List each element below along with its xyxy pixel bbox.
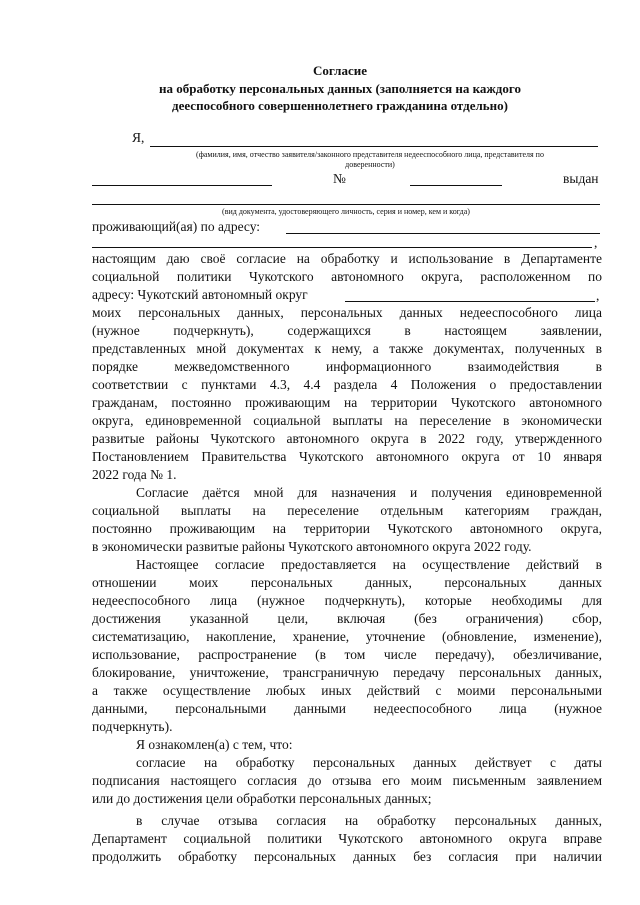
body-line-20: недееспособного лица (нужное подчеркнуть), которые необходимы для: [92, 593, 602, 608]
body-line-19: отношении моих персональных данных, персональных данных: [92, 575, 602, 590]
body-line-24: блокирование, уничтожение, трансграничную передачу персональных данных,: [92, 665, 602, 680]
body-line-22: систематизацию, накопление, хранение, уточнение (обновление, изменение),: [92, 629, 602, 644]
body-line-2: социальной политики Чукотского автономного округа, расположенном по: [92, 269, 602, 284]
doc-caption: (вид документа, удостоверяющего личность, серия и номер, кем и когда): [222, 207, 470, 216]
address-comma: ,: [594, 235, 598, 250]
body-line-10: округа, единовременной социальной выплаты на переселение в экономически: [92, 413, 602, 428]
body-line-31: или до достижения цели обработки персональных данных;: [92, 791, 432, 806]
body-line-1: настоящим даю своё согласие на обработку и использование в Департаменте: [92, 251, 602, 266]
address-field-2[interactable]: [92, 247, 592, 248]
body-line-29: согласие на обработку персональных данных действует с даты: [136, 755, 602, 770]
body-line-33: Департамент социальной политики Чукотского автономного округа вправе: [92, 831, 602, 846]
doc-issued-field[interactable]: [92, 204, 600, 205]
body-line-21: достижения указанной цели, включая (без ограничения) сбор,: [92, 611, 602, 626]
fio-caption-1: (фамилия, имя, отчество заявителя/законного представителя недееспособного лица, представителя по: [196, 150, 544, 159]
body-line-30: подписания настоящего согласия до отзыва его моим письменным заявлением: [92, 773, 602, 788]
number-sign: №: [333, 171, 346, 186]
okrug-address-comma: ,: [596, 288, 600, 303]
body-line-5: (нужное подчеркнуть), содержащихся в настоящем заявлении,: [92, 323, 602, 338]
body-line-15: социальной выплаты на переселение отдельным категориям граждан,: [92, 503, 602, 518]
body-line-14: Согласие даётся мной для назначения и получения единовременной: [136, 485, 602, 500]
body-line-12: Постановлением Правительства Чукотского автономного округа от 10 января: [92, 449, 602, 464]
address-field-1[interactable]: [286, 233, 600, 234]
body-line-34: продолжить обработку персональных данных без согласия при наличии: [92, 849, 602, 864]
body-line-8: соответствии с пунктами 4.3, 4.4 раздела 4 Положения о предоставлении: [92, 377, 602, 392]
body-line-25: а также осуществление любых иных действий с моими персональными: [92, 683, 602, 698]
doc-type-field[interactable]: [92, 185, 272, 186]
fio-caption-2: доверенности): [345, 160, 395, 169]
body-line-3: адресу: Чукотский автономный округ: [92, 287, 308, 302]
body-line-18: Настоящее согласие предоставляется на осуществление действий в: [136, 557, 602, 572]
ya-label: Я,: [132, 130, 145, 145]
residing-label: проживающий(ая) по адресу:: [92, 219, 261, 234]
document-subtitle-line-2: дееспособного совершеннолетнего гражданина отдельно): [172, 98, 508, 113]
doc-number-field[interactable]: [410, 185, 502, 186]
issued-label: выдан: [563, 171, 599, 186]
body-line-23: использование, распространение (в том числе передачу), обезличивание,: [92, 647, 602, 662]
body-line-16: постоянно проживающим на территории Чукотского автономного округа,: [92, 521, 602, 536]
body-line-13: 2022 года № 1.: [92, 467, 177, 482]
okrug-address-field[interactable]: [345, 301, 595, 302]
body-line-17: в экономически развитые районы Чукотского автономного округа 2022 году.: [92, 539, 532, 554]
body-line-7: порядке межведомственного информационного взаимодействия в: [92, 359, 602, 374]
body-line-4: моих персональных данных, персональных данных недееспособного лица: [92, 305, 602, 320]
body-line-9: гражданам, постоянно проживающим на территории Чукотского автономного: [92, 395, 602, 410]
body-line-11: развитые районы Чукотского автономного округа в 2022 году, утвержденного: [92, 431, 602, 446]
body-line-32: в случае отзыва согласия на обработку персональных данных,: [136, 813, 602, 828]
body-line-28: Я ознакомлен(а) с тем, что:: [136, 737, 293, 752]
body-line-26: данными, персональными данными недееспособного лица (нужное: [92, 701, 602, 716]
fio-field[interactable]: [150, 146, 598, 147]
body-line-6: представленных мной документах к нему, а также документах, полученных в: [92, 341, 602, 356]
document-subtitle-line-1: на обработку персональных данных (заполняется на каждого: [159, 81, 521, 96]
document-title: Согласие: [313, 63, 367, 78]
body-line-27: подчеркнуть).: [92, 719, 173, 734]
